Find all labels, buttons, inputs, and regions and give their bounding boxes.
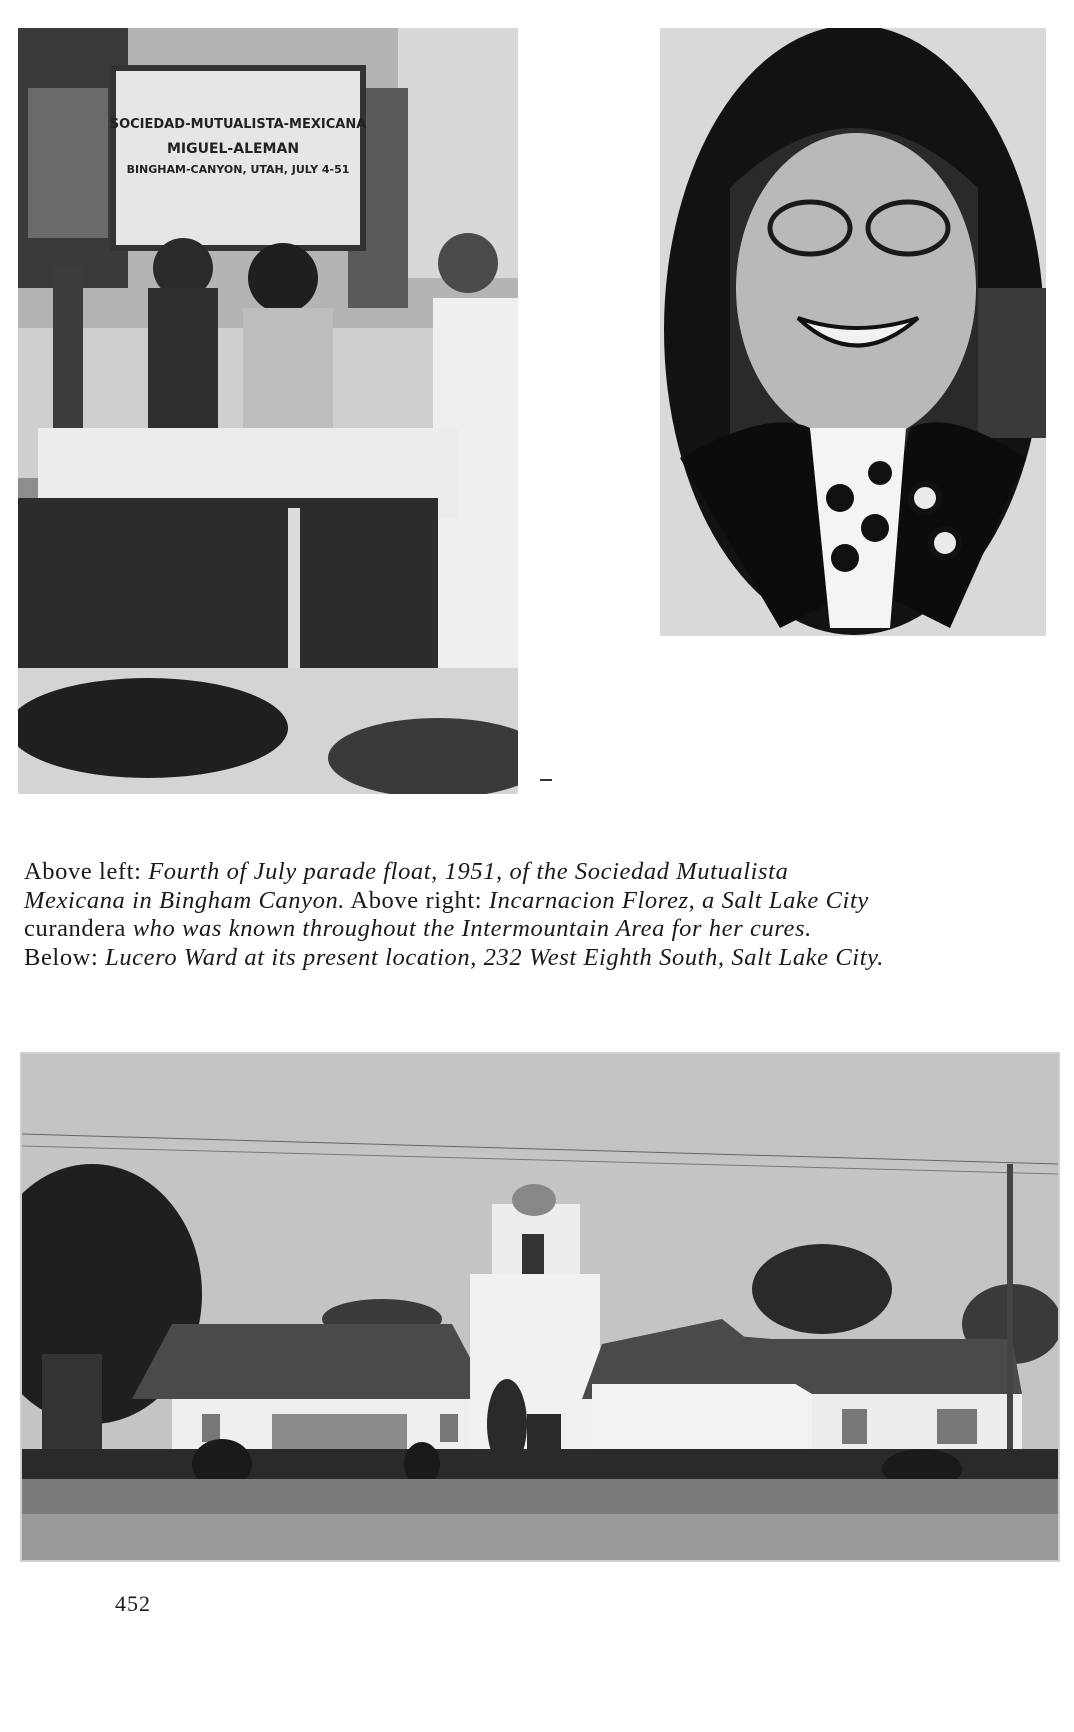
photo-caption [24,858,884,972]
page-number: 452 [115,1591,151,1616]
caption-text-curandera: curandera [24,915,126,942]
portrait-image [660,28,1046,636]
banner-line3: BINGHAM-CANYON, UTAH, JULY 4-51 [126,163,350,176]
banner-line2: MIGUEL-ALEMAN [166,141,300,157]
caption-label-below: Below: [24,943,99,971]
caption-text-below: Lucero Ward at its present location, 232 West Eighth South, Salt Lake City. [105,943,884,971]
caption-label-above-right: Above right: [350,886,483,914]
caption-label-above-left: Above left: [24,858,142,885]
stray-mark [540,779,552,781]
caption-text-above-left: Fourth of July parade float, 1951, of the Sociedad Mutualista Mexicana in Bingham Canyon. [24,858,789,914]
caption-text-above-right-b: who was known throughout the Intermountain Area for her cures. [132,915,812,942]
portrait-photo [660,28,1046,636]
caption-text-above-right-a: Incarnacion Florez, a Salt Lake City [488,886,869,914]
banner-line1: SOCIEDAD-MUTUALISTA-MEXICANA [109,117,367,132]
lucero-ward-image [22,1054,1058,1560]
parade-float-photo [18,28,518,794]
parade-float-image [18,28,518,794]
lucero-ward-photo [20,1052,1060,1562]
